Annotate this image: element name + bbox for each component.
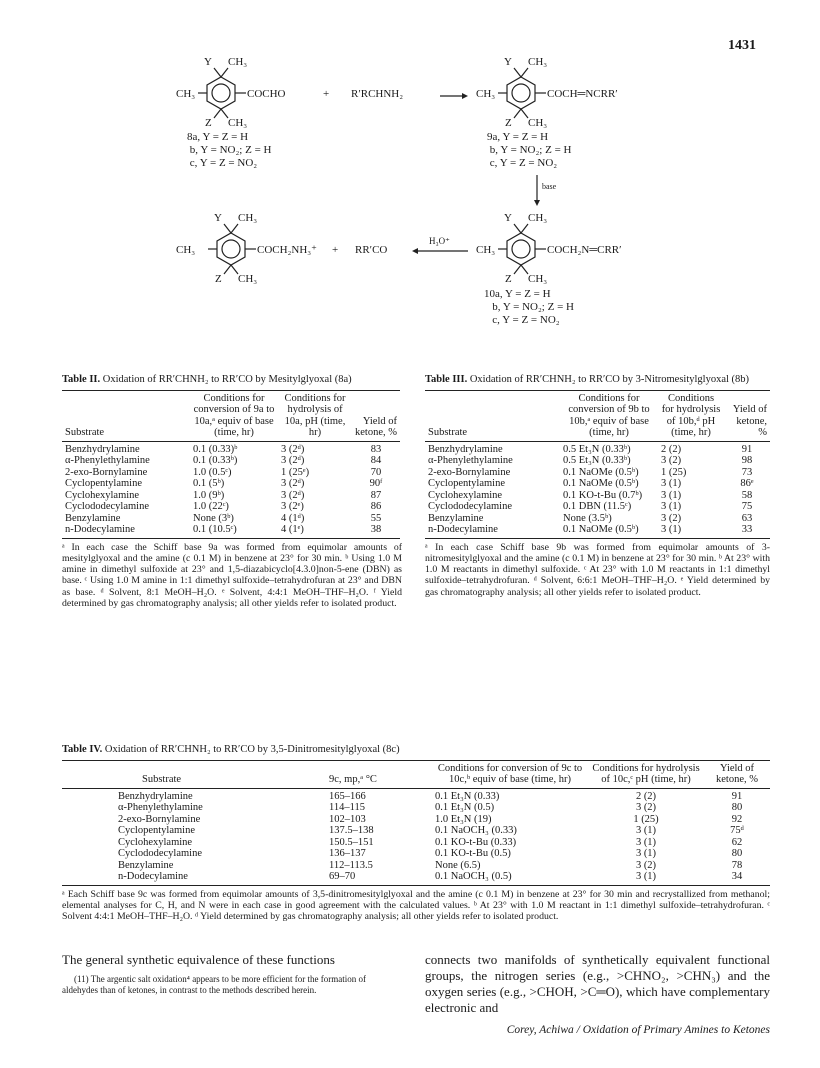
value-cell: 114–115 [329,802,365,813]
methyl-label: CH₃ [528,56,548,68]
substrate-cell: α-Phenylethylamine [118,802,203,813]
benzene-ring-8 [207,77,235,109]
substrate-cell: Cyclopentylamine [118,825,195,836]
benzene-ring-product [217,233,245,265]
value-cell: 0.1 (0.33ᵇ) [193,455,238,466]
substituent-z: Z [205,117,212,129]
substrate-cell: Cyclododecylamine [118,848,202,859]
value-cell: 3 (1) [661,478,682,489]
substituent-z: Z [215,273,222,285]
benzene-ring-10 [507,233,535,265]
column-header: Yield of ketone, % [352,390,400,441]
value-cell: 1 (25) [633,813,659,825]
value-cell: 136–137 [329,848,366,859]
functional-group: COCH═NCRR′ [547,88,618,100]
amine-reagent: R′RCHNH₂ [351,88,404,100]
value-cell: 91 [731,790,743,802]
value-cell: 3 (2ᵈ) [281,443,305,455]
table-row [62,814,770,826]
substrate-cell: 2-exo-Bornylamine [428,466,511,478]
value-cell: 3 (1) [635,825,657,836]
value-cell: 0.5 Et₃N (0.33ᵇ) [563,443,631,455]
table-row [425,478,770,490]
substituent-y: Y [204,56,212,68]
table-row [425,467,770,479]
value-cell: 34 [731,871,743,882]
value-cell: 3 (2ᵈ) [281,489,305,501]
value-cell: 55 [370,512,382,524]
value-cell: 102–103 [329,813,366,825]
value-cell: 0.1 NaOMe (0.5ᵇ) [563,524,639,535]
value-cell: 0.5 Et₃N (0.33ᵇ) [563,455,631,466]
value-cell: 86ᵉ [740,478,754,489]
table-row [425,441,770,455]
ketone-product: RR′CO [355,244,388,256]
reaction-scheme [0,0,820,340]
value-cell: 1.0 (9ᵇ) [193,489,225,501]
value-cell: 3 (1) [635,836,657,848]
substituent-y: Y [504,56,512,68]
value-cell: 0.1 KO-t-Bu (0.7ᵇ) [563,489,643,501]
methyl-label: CH₃ [228,56,248,68]
value-cell: 3 (1) [635,848,657,859]
substrate-cell: Cyclododecylamine [428,501,512,512]
value-cell: 4 (1ᵉ) [281,524,304,535]
value-cell: 75ᵈ [730,825,744,836]
substrate-cell: Benzhydrylamine [118,790,193,802]
value-cell: 92 [731,813,743,825]
value-cell: 0.1 NaOCH₃ (0.33) [435,825,517,836]
column-header: Conditions for conversion of 9b to 10b,ᵃ equiv of base (time, hr) [560,390,658,441]
value-cell: 137.5–138 [329,825,374,836]
table-4-block [62,744,770,922]
column-header: Yield of ketone, % [704,760,770,788]
table-title: Oxidation of RR′CHNH₂ to RR′CO by 3,5-Dinitromesitylglyoxal (8c) [104,744,400,755]
page-number: 1431 [728,38,756,53]
substrate-cell: Cyclopentylamine [65,478,142,489]
substituent-z: Z [505,273,512,285]
value-cell: None (6.5) [435,859,481,871]
table-row [62,802,770,814]
substrate-cell: Cyclohexylamine [118,836,193,848]
value-cell: 3 (2ᵈ) [281,478,305,489]
value-cell: 80 [731,802,743,813]
value-cell: 87 [370,489,382,501]
running-footer: Corey, Achiwa / Oxidation of Primary Amines to Ketones [506,1024,770,1036]
value-cell: 3 (2ᵈ) [281,455,305,466]
column-header: Yield of ketone, % [724,390,770,441]
table-row [62,848,770,860]
table-row [425,501,770,513]
value-cell: 3 (1) [635,871,657,882]
value-cell: 1 (25ᵉ) [281,466,310,478]
functional-group: COCH₂N═CRR′ [547,244,622,256]
column-header: Conditions for hydrolysis of 10b,ᵈ pH (time, hr) [658,390,724,441]
value-cell: 3 (2) [661,512,682,524]
table-row [62,871,770,885]
value-cell: 1.0 (0.5ᶜ) [193,466,232,478]
value-cell: 150.5–151 [329,836,374,848]
value-cell: 38 [370,524,382,535]
value-cell: 98 [741,455,753,466]
value-cell: 0.1 (10.5ᶜ) [193,524,237,535]
aromatic-circle-8 [212,84,230,102]
table-row [62,490,400,502]
substrate-cell: Cyclohexylamine [428,489,503,501]
table-3-caption [425,374,770,387]
value-cell: 0.1 Et₃N (0.33) [435,790,500,802]
column-header: Conditions for hydrolysis of 10c,ᶜ pH (time, hr) [588,760,704,788]
substrate-cell: Cyclopentylamine [428,478,505,489]
value-cell: 165–166 [329,790,366,802]
substrate-cell: Benzhydrylamine [65,443,140,455]
value-cell: 78 [731,859,743,871]
footnote-11: (11) The argentic salt oxidation⁴ appears to be more efficient for the formation of aldehydes than of ketones, in contrast to the methods described herein. [62,974,366,995]
methyl-label: CH₃ [238,212,258,224]
methyl-label: CH₃ [238,273,258,285]
value-cell: 3 (1) [661,489,682,501]
table-row [425,490,770,502]
substituent-z: Z [505,117,512,129]
plus-sign: + [332,244,339,256]
value-cell: 75 [741,501,753,512]
table-4-footnote: ᵃ Each Schiff base 9c was formed from equimolar amounts of 3,5-dinitromesitylglyoxal and the amine (c 0.1 M) in benzene at 23° for 30 min and recrystallized from methanol; elemental analyses for C, H, and N were in each case in good agreement with the calculated values. ᵇ At 23° with 1.0 M reactant in 1:1 dimethyl sulfoxide–tetrahydrofuran. ᶜ Solvent 4:4:1 MeOH–THF–H₂O. ᵈ Yield determined by gas chromatography analysis; all other yields refer to isolated product. [62,888,770,923]
value-cell: 63 [741,512,753,524]
value-cell: 3 (1) [661,524,682,535]
substrate-cell: 2-exo-Bornylamine [118,813,201,825]
value-cell: 1 (25) [661,466,687,478]
value-cell: 1.0 (22ᶜ) [193,501,229,512]
value-cell: 3 (2) [635,802,657,813]
substrate-cell: α-Phenylethylamine [428,455,513,466]
table-title: Oxidation of RR′CHNH₂ to RR′CO by Mesitylglyoxal (8a) [102,374,352,385]
column-header: Substrate [425,390,560,441]
value-cell: None (3ᵇ) [193,512,234,524]
compound-10-labels: 10a, Y = Z = H b, Y = NO₂; Z = H c, Y = Z = NO₂ [484,288,574,326]
substrate-cell: n-Dodecylamine [428,524,498,535]
value-cell: 3 (2ᵉ) [281,501,304,512]
value-cell: 2 (2) [661,443,682,455]
table-row [425,524,770,538]
value-cell: 90ᶠ [369,478,383,489]
table-row [62,825,770,837]
value-cell: 80 [731,848,743,859]
functional-group: COCH₂NH₃⁺ [257,244,317,256]
value-cell: 0.1 DBN (11.5ᶜ) [563,501,632,512]
methyl-label: CH₃ [528,212,548,224]
table-row [62,478,400,490]
value-cell: 70 [370,466,382,478]
methyl-label: CH₃ [176,88,196,100]
value-cell: 91 [741,443,753,455]
table-4 [62,760,770,886]
value-cell: 58 [741,489,753,501]
table-row [62,455,400,467]
benzene-ring-9 [507,77,535,109]
table-3-body [425,441,770,538]
methyl-label: CH₃ [476,244,496,256]
value-cell: 86 [370,501,382,512]
methyl-label: CH₃ [228,117,248,129]
column-header: Conditions for hydrolysis of 10a, pH (time, hr) [278,390,352,441]
value-cell: 3 (2) [635,859,657,871]
value-cell: 0.1 NaOCH₃ (0.5) [435,871,512,882]
column-header: Conditions for conversion of 9c to 10c,ᵇ equiv of base (time, hr) [432,760,588,788]
table-row [62,441,400,455]
substrate-cell: n-Dodecylamine [65,524,135,535]
table-row [62,467,400,479]
value-cell: 0.1 Et₃N (0.5) [435,802,495,813]
table-3-block [425,374,770,598]
methyl-label: CH₃ [528,117,548,129]
body-text-left: The general synthetic equivalence of these functions [62,952,335,967]
substrate-cell: α-Phenylethylamine [65,455,150,466]
value-cell: 0.1 KO-t-Bu (0.5) [435,848,511,859]
substituent-y: Y [504,212,512,224]
column-header: Substrate [62,760,326,788]
value-cell: 0.1 (5ᵇ) [193,478,225,489]
scheme-drawing [0,0,820,340]
value-cell: 62 [731,836,743,848]
substrate-cell: Benzylamine [428,512,484,524]
table-row [62,837,770,849]
value-cell: 0.1 (0.33)ᵇ [193,443,238,455]
table-row [62,524,400,538]
value-cell: 69–70 [329,871,356,882]
plus-sign: + [323,88,330,100]
table-4-caption [62,744,770,757]
table-row [62,860,770,872]
methyl-label: CH₃ [176,244,196,256]
table-2-footnote: ᵃ In each case the Schiff base 9a was formed from equimolar amounts of mesitylglyoxal and the amine (c 0.1 M) in benzene at 23° for 30 min. ᵇ Using 1.0 M amine in dimethyl sulfoxide at 23° and 1,5-diazabicyclo[4.3.0]non-5-ene (DBN) as base. ᶜ Using 1.0 M amine in 1:1 dimethyl sulfoxide–tetrahydrofuran at 23° and DBN as base. ᵈ Solvent, 8:1 MeOH–H₂O. ᵉ Solvent, 4:4:1 MeOH–THF–H₂O. ᶠ Yield determined by gas chromatography analysis; all other yields refer to isolated product. [62,541,402,609]
methyl-label: CH₃ [476,88,496,100]
table-label: Table IV. [62,744,103,755]
functional-group: COCHO [247,88,286,100]
base-label: base [542,182,557,191]
value-cell: 2 (2) [635,790,657,802]
table-3-footnote: ᵃ In each case Schiff base 9b was formed from equimolar amounts of 3-nitromesitylglyoxal and the amine (c 0.1 M) in benzene at 23° for 30 min. ᵇ At 23° with 1.0 M reactants in dimethyl sulfoxide. ᶜ At 23° with 1.0 M reactants in 1:1 dimethyl sulfoxide–tetrahydrofuran. ᵈ Solvent, 6:6:1 MeOH–THF–H₂O. ᵉ Yield determined by gas chromatography analysis; all other yields refer to isolated product. [425,541,770,598]
table-row [425,455,770,467]
substrate-cell: 2-exo-Bornylamine [65,466,148,478]
table-2-body [62,441,400,538]
value-cell: None (3.5ᵇ) [563,512,612,524]
compound-8-labels: 8a, Y = Z = H b, Y = NO₂; Z = H c, Y = Z = NO₂ [187,131,272,169]
substrate-cell: n-Dodecylamine [118,871,188,882]
table-2-caption [62,374,402,387]
table-title: Oxidation of RR′CHNH₂ to RR′CO by 3-Nitromesitylglyoxal (8b) [469,374,750,385]
table-2-block [62,374,402,609]
substrate-cell: Benzylamine [65,512,121,524]
value-cell: 3 (2) [661,455,682,466]
value-cell: 3 (1) [661,501,682,512]
substrate-cell: Benzhydrylamine [428,443,503,455]
value-cell: 33 [741,524,753,535]
value-cell: 73 [741,466,753,478]
hydrolysis-label: H₃O⁺ [429,236,450,246]
value-cell: 0.1 NaOMe (0.5ᵇ) [563,466,639,478]
column-header: Conditions for conversion of 9a to 10a,ᵃ equiv of base (time, hr) [190,390,278,441]
substrate-cell: Cyclohexylamine [65,489,140,501]
column-header: 9c, mp,ᵃ °C [326,760,432,788]
value-cell: 1.0 Et₃N (19) [435,813,492,825]
value-cell: 0.1 NaOMe (0.5ᵇ) [563,478,639,489]
value-cell: 112–113.5 [329,859,373,871]
table-3 [425,390,770,539]
table-row [425,513,770,525]
body-text-right: connects two manifolds of synthetically equivalent functional groups, the nitrogen series (e.g., >CHNO₂, >CHN₃) and the oxygen series (e.g., >CHOH, >C═O), which have complementary electronic and [425,952,770,1015]
substrate-cell: Cyclododecylamine [65,501,149,512]
methyl-label: CH₃ [528,273,548,285]
substrate-cell: Benzylamine [118,859,174,871]
table-label: Table II. [62,374,101,385]
table-row [62,513,400,525]
compound-9-labels: 9a, Y = Z = H b, Y = NO₂; Z = H c, Y = Z = NO₂ [487,131,572,169]
table-row [62,788,770,802]
table-4-body [62,788,770,885]
table-row [62,501,400,513]
value-cell: 0.1 KO-t-Bu (0.33) [435,836,517,848]
value-cell: 4 (1ᵈ) [281,512,305,524]
substituent-y: Y [214,212,222,224]
table-2 [62,390,400,539]
table-label: Table III. [425,374,468,385]
value-cell: 83 [370,443,382,455]
value-cell: 84 [370,455,382,466]
column-header: Substrate [62,390,190,441]
